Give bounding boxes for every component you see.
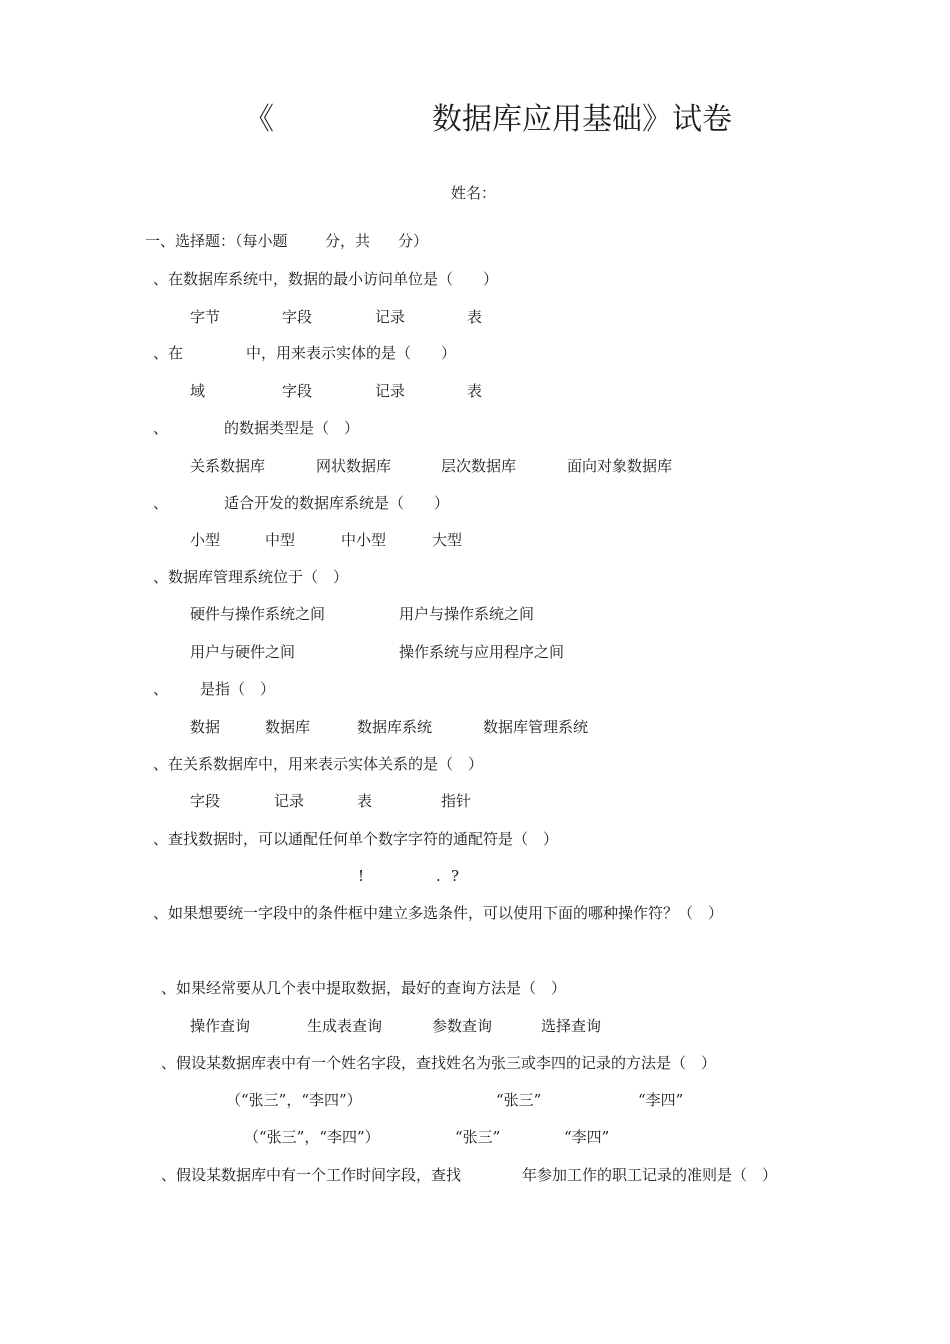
option: .	[436, 867, 441, 885]
option: 硬件与操作系统之间	[190, 605, 326, 623]
option: 字段	[282, 382, 313, 400]
option: 数据库	[265, 718, 311, 736]
option: “张三”	[496, 1091, 542, 1109]
question-stem-part1: 、	[153, 680, 169, 698]
option: 数据库管理系统	[483, 718, 589, 736]
section-heading-part1: 一、选择题：（每小题	[145, 232, 288, 250]
question-stem-part1: 、在	[153, 344, 184, 362]
question-stem-part2: 是指（ ）	[200, 680, 276, 698]
option: 表	[357, 792, 373, 810]
question-stem: 、数据库管理系统位于（ ）	[153, 568, 349, 586]
option: 表	[467, 308, 483, 326]
question-stem-part2: 的数据类型是（ ）	[224, 419, 360, 437]
option: 关系数据库	[190, 457, 266, 475]
option: 选择查询	[541, 1017, 602, 1035]
option: 面向对象数据库	[567, 457, 673, 475]
option: “李四”	[638, 1091, 684, 1109]
option: （“张三”，“李四”）	[244, 1128, 380, 1146]
option: 指针	[441, 792, 472, 810]
option: 中小型	[341, 531, 387, 549]
question-stem: 、在关系数据库中，用来表示实体关系的是（ ）	[153, 755, 484, 773]
option: ?	[451, 867, 460, 885]
question-stem: 、在数据库系统中，数据的最小访问单位是（ ）	[153, 270, 499, 288]
option: 记录	[274, 792, 305, 810]
option: 层次数据库	[441, 457, 517, 475]
question-stem: 、如果想要统一字段中的条件框中建立多选条件，可以使用下面的哪种操作符？（ ）	[153, 904, 724, 922]
option: 字段	[190, 792, 221, 810]
title-left-bracket: 《	[244, 102, 274, 137]
option: 生成表查询	[307, 1017, 383, 1035]
option: （“张三”，“李四”）	[226, 1091, 362, 1109]
option: 操作系统与应用程序之间	[399, 643, 565, 661]
question-stem: 、如果经常要从几个表中提取数据，最好的查询方法是（ ）	[161, 979, 567, 997]
option: 大型	[432, 531, 463, 549]
question-stem-part1: 、	[153, 419, 169, 437]
question-stem-part1: 、假设某数据库中有一个工作时间字段，查找	[161, 1166, 462, 1184]
option: “张三”	[455, 1128, 501, 1146]
option: 用户与硬件之间	[190, 643, 296, 661]
question-stem: 、假设某数据库表中有一个姓名字段，查找姓名为张三或李四的记录的方法是（ ）	[161, 1054, 717, 1072]
option: 数据	[190, 718, 221, 736]
option: 表	[467, 382, 483, 400]
option: 记录	[375, 308, 406, 326]
question-stem-part2: 适合开发的数据库系统是（ ）	[224, 494, 450, 512]
option: 数据库系统	[357, 718, 433, 736]
option: 操作查询	[190, 1017, 251, 1035]
option: 记录	[375, 382, 406, 400]
option: 字节	[190, 308, 221, 326]
option: 域	[190, 382, 206, 400]
option: 网状数据库	[316, 457, 392, 475]
question-stem-part2: 中，用来表示实体的是（ ）	[246, 344, 457, 362]
option: 小型	[190, 531, 221, 549]
option: 参数查询	[432, 1017, 493, 1035]
option: 中型	[265, 531, 296, 549]
option: !	[358, 867, 365, 885]
option: 字段	[282, 308, 313, 326]
page-title: 数据库应用基础》试卷	[432, 102, 732, 137]
option: 用户与操作系统之间	[399, 605, 535, 623]
section-heading-part2: 分，共	[325, 232, 371, 250]
question-stem: 、查找数据时，可以通配任何单个数字字符的通配符是（ ）	[153, 830, 559, 848]
section-heading-part3: 分）	[398, 232, 429, 250]
option: “李四”	[564, 1128, 610, 1146]
question-stem-part2: 年参加工作的职工记录的准则是（ ）	[522, 1166, 778, 1184]
question-stem-part1: 、	[153, 494, 169, 512]
name-label: 姓名：	[451, 184, 497, 202]
